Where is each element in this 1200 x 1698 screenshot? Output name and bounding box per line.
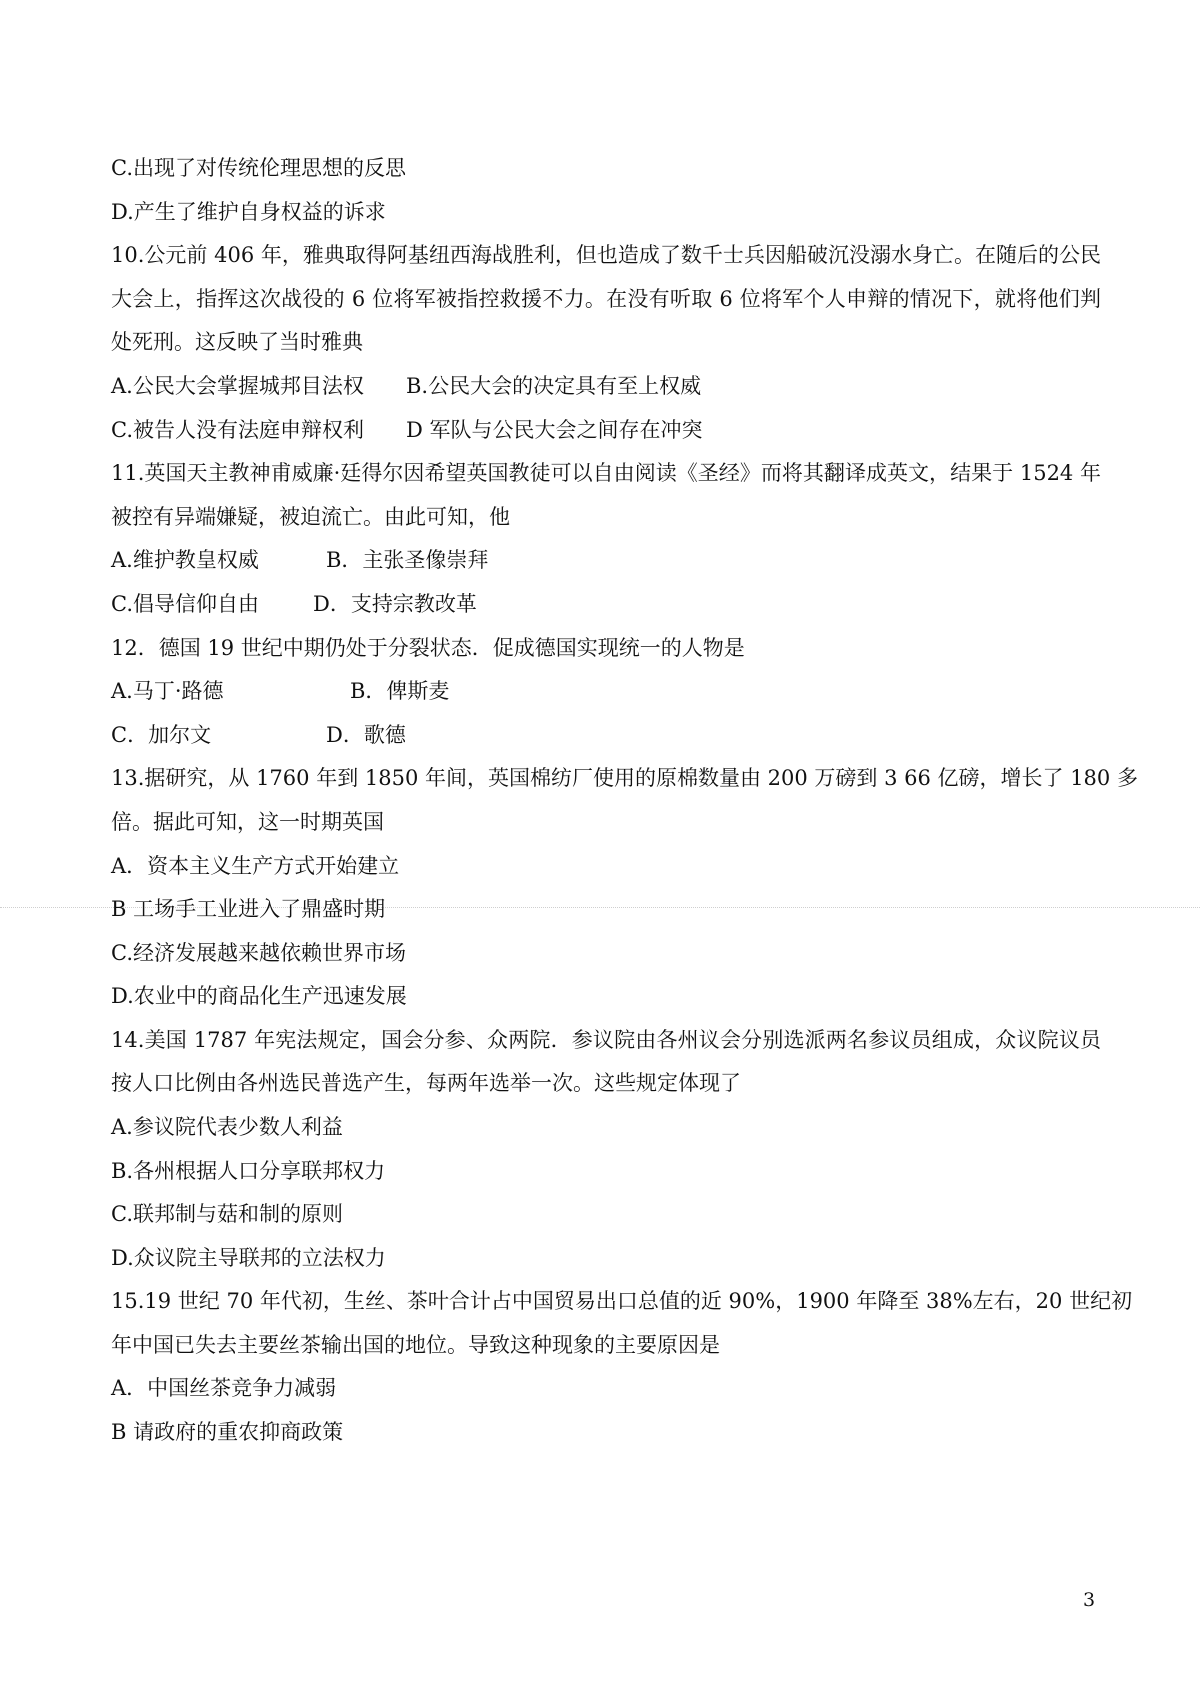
q9-option-d: D.产生了维护自身权益的诉求 xyxy=(111,200,386,224)
q10-option-b: B.公民大会的决定具有至上权威 xyxy=(406,374,702,398)
page-number: 3 xyxy=(1083,1589,1096,1611)
q13-option-d: D.农业中的商品化生产迅速发展 xyxy=(111,984,407,1008)
q10-stem-line-3: 处死刑。这反映了当时雅典 xyxy=(111,330,363,354)
q14-stem-line-2: 按人口比例由各州选民普选产生，每两年选举一次。这些规定体现了 xyxy=(111,1071,741,1095)
q11-stem-line-2: 被控有异端嫌疑，被迫流亡。由此可知，他 xyxy=(111,505,510,529)
q15-option-b: B 请政府的重农抑商政策 xyxy=(111,1420,344,1444)
q13-stem-line-1: 13.据研究，从 1760 年到 1850 年间，英国棉纺厂使用的原棉数量由 200 万磅到 3 66 亿磅，增长了 180 多 xyxy=(111,766,1138,790)
q14-stem-line-1: 14.美国 1787 年宪法规定，国会分参、众两院．参议院由各州议会分别选派两名参议员组成，众议院议员 xyxy=(111,1028,1101,1052)
q11-option-d: D．支持宗教改革 xyxy=(313,592,477,616)
q9-option-c: C.出现了对传统伦理思想的反思 xyxy=(111,156,406,180)
q14-option-c: C.联邦制与菇和制的原则 xyxy=(111,1202,343,1226)
q13-option-b: B 工场手工业进入了鼎盛时期 xyxy=(111,897,386,921)
q10-option-a: A.公民大会掌握城邦目法权 xyxy=(111,374,364,398)
q11-stem-line-1: 11.英国天主教神甫威廉·廷得尔因希望英国教徒可以自由阅读《圣经》而将其翻译成英文，结果于 1524 年 xyxy=(111,461,1101,485)
q10-stem-line-1: 10.公元前 406 年，雅典取得阿基纽西海战胜利，但也造成了数千士兵因船破沉没溺水身亡。在随后的公民 xyxy=(111,243,1101,267)
q10-stem-line-2: 大会上，指挥这次战役的 6 位将军被指控救援不力。在没有听取 6 位将军个人申辩的情况下，就将他们判 xyxy=(111,287,1101,311)
q13-option-c: C.经济发展越来越依赖世界市场 xyxy=(111,941,406,965)
q14-option-d: D.众议院主导联邦的立法权力 xyxy=(111,1246,386,1270)
q10-option-d: D 军队与公民大会之间存在冲突 xyxy=(406,418,703,442)
q15-option-a: A．中国丝茶竞争力减弱 xyxy=(111,1376,337,1400)
q15-stem-line-1: 15.19 世纪 70 年代初，生丝、茶叶合计占中国贸易出口总值的近 90%，1900 年降至 38%左右，20 世纪初 xyxy=(111,1289,1133,1313)
q14-option-b: B.各州根据人口分享联邦权力 xyxy=(111,1159,386,1183)
q11-option-a: A.维护教皇权威 xyxy=(111,548,259,572)
q10-option-c: C.被告人没有法庭申辩权利 xyxy=(111,418,364,442)
q13-option-a: A．资本主义生产方式开始建立 xyxy=(111,854,400,878)
q14-option-a: A.参议院代表少数人利益 xyxy=(111,1115,343,1139)
q12-stem-line-1: 12．德国 19 世纪中期仍处于分裂状态．促成德国实现统一的人物是 xyxy=(111,636,745,660)
q12-option-b: B．俾斯麦 xyxy=(350,679,450,703)
q11-option-c: C.倡导信仰自由 xyxy=(111,592,259,616)
q15-stem-line-2: 年中国已失去主要丝茶输出国的地位。导致这种现象的主要原因是 xyxy=(111,1333,720,1357)
q12-option-c: C．加尔文 xyxy=(111,723,212,747)
q12-option-a: A.马丁·路德 xyxy=(111,679,224,703)
q13-stem-line-2: 倍。据此可知，这一时期英国 xyxy=(111,810,384,834)
q12-option-d: D．歌德 xyxy=(326,723,406,747)
q11-option-b: B．主张圣像崇拜 xyxy=(326,548,489,572)
